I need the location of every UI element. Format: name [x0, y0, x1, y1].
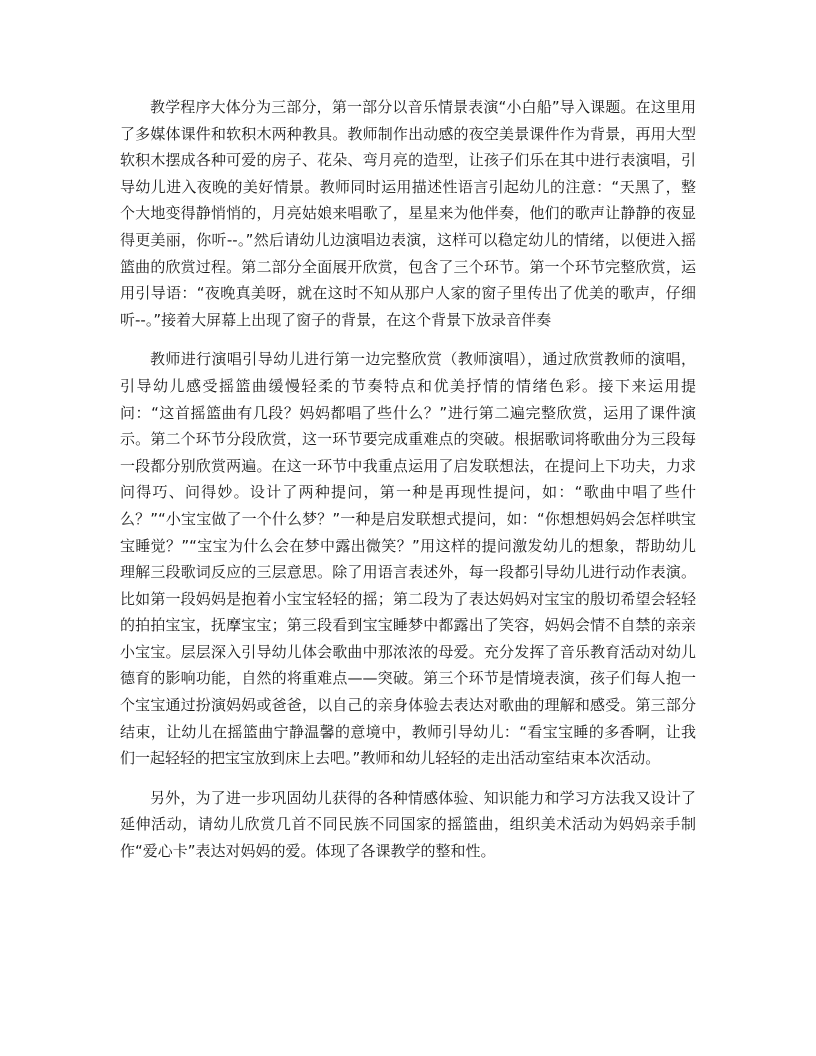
paragraph-1: 教学程序大体分为三部分，第一部分以音乐情景表演“小白船”导入课题。在这里用了多媒体课件和软积木两种教具。教师制作出动感的夜空美景课件作为背景，再用大型软积木摆成各种可爱的房子、花朵、弯月亮的造型，让孩子们乐在其中进行表演唱，引导幼儿进入夜晚的美好情景。教师同时运用描述性语言引起幼儿的注意：“天黑了，整个大地变得静悄悄的，月亮姑娘来唱歌了，星星来为他伴奏，他们的歌声让静静的夜显得更美丽，你听--。”然后请幼儿边演唱边表演，这样可以稳定幼儿的情绪，以便进入摇篮曲的欣赏过程。第二部分全面展开欣赏，包含了三个环节。第一个环节完整欣赏，运用引导语：“夜晚真美呀，就在这时不知从那户人家的窗子里传出了优美的歌声，仔细听--。”接着大屏幕上出现了窗子的背景，在这个背景下放录音伴奏: [120, 98, 696, 329]
paragraph-2: 教师进行演唱引导幼儿进行第一边完整欣赏（教师演唱），通过欣赏教师的演唱，引导幼儿感受摇篮曲缓慢轻柔的节奏特点和优美抒情的情绪色彩。接下来运用提问：“这首摇篮曲有几段？妈妈都唱了些什么？”进行第二遍完整欣赏，运用了课件演示。第二个环节分段欣赏，这一环节要完成重难点的突破。根据歌词将歌曲分为三段每一段都分别欣赏两遍。在这一环节中我重点运用了启发联想法，在提问上下功夫，力求问得巧、问得妙。设计了两种提问，第一种是再现性提问，如：“歌曲中唱了些什么？”“小宝宝做了一个什么梦？”一种是启发联想式提问，如：“你想想妈妈会怎样哄宝宝睡觉？”“宝宝为什么会在梦中露出微笑？”用这样的提问激发幼儿的想象，帮助幼儿理解三段歌词反应的三层意思。除了用语言表述外，每一段都引导幼儿进行动作表演。比如第一段妈妈是抱着小宝宝轻轻的摇；第二段为了表达妈妈对宝宝的殷切希望会轻轻的拍拍宝宝，抚摩宝宝；第三段看到宝宝睡梦中都露出了笑容，妈妈会情不自禁的亲亲小宝宝。层层深入引导幼儿体会歌曲中那浓浓的母爱。充分发挥了音乐教育活动对幼儿德育的影响功能，自然的将重难点——突破。第三个环节是情境表演，孩子们每人抱一个宝宝通过扮演妈妈或爸爸，以自己的亲身体验去表达对歌曲的理解和感受。第三部分结束，让幼儿在摇篮曲宁静温馨的意境中，教师引导幼儿：“看宝宝睡的多香啊，让我们一起轻轻的把宝宝放到床上去吧。”教师和幼儿轻轻的走出活动室结束本次活动。: [120, 350, 696, 768]
paragraph-3: 另外，为了进一步巩固幼儿获得的各种情感体验、知识能力和学习方法我又设计了延伸活动，请幼儿欣赏几首不同民族不同国家的摇篮曲，组织美术活动为妈妈亲手制作“爱心卡”表达对妈妈的爱。体现了各课教学的整和性。: [120, 788, 696, 861]
document-body: [120, 94, 696, 865]
